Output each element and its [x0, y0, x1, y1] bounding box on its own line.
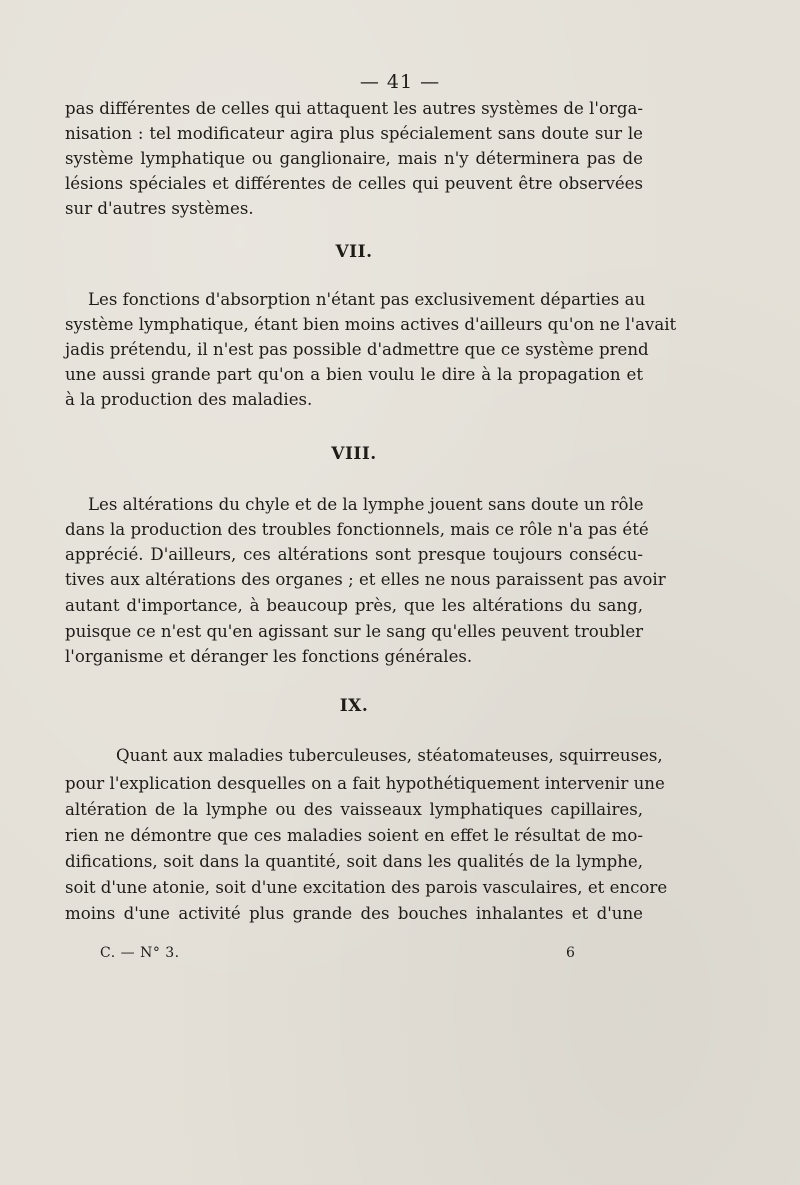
paragraph-4-line-5: difications, soit dans la quantité, soit dans les qualités de la lymphe, [65, 852, 643, 871]
paragraph-4-line-6: soit d'une atonie, soit d'une excitation des parois vasculaires, et encore [65, 878, 668, 897]
paragraph-4-line-3: altération de la lymphe ou des vaisseaux lymphatiques capillaires, [65, 800, 643, 819]
signature-mark: C. — N° 3. [100, 945, 180, 961]
paragraph-3-line-6: puisque ce n'est qu'en agissant sur le sang qu'elles peuvent troubler [65, 622, 644, 641]
paragraph-2-line-3: jadis prétendu, il n'est pas possible d'admettre que ce système prend [65, 340, 649, 359]
paragraph-3-line-4: tives aux altérations des organes ; et elles ne nous paraissent pas avoir [65, 570, 666, 589]
paragraph-1-line-1: pas différentes de celles qui attaquent les autres systèmes de l'orga- [65, 99, 643, 118]
sheet-number: 6 [566, 945, 575, 961]
paragraph-3-line-2: dans la production des troubles fonctionnels, mais ce rôle n'a pas été [65, 520, 649, 539]
paragraph-3-line-7: l'organisme et déranger les fonctions générales. [65, 647, 473, 666]
paragraph-4-line-4: rien ne démontre que ces maladies soient en effet le résultat de mo- [65, 826, 643, 845]
paragraph-4-line-2: pour l'explication desquelles on a fait hypothétiquement intervenir une [65, 774, 665, 793]
paragraph-1-line-4: lésions spéciales et différentes de celles qui peuvent être observées [65, 174, 643, 193]
paragraph-2-line-5: à la production des maladies. [65, 390, 313, 409]
paragraph-3-line-1: Les altérations du chyle et de la lymphe jouent sans doute un rôle [88, 495, 644, 514]
paragraph-2-line-2: système lymphatique, étant bien moins actives d'ailleurs qu'on ne l'avait [65, 315, 677, 334]
section-heading-ix: IX. [339, 696, 369, 716]
paragraph-2-line-4: une aussi grande part qu'on a bien voulu le dire à la propagation et [65, 365, 643, 384]
paragraph-4-line-1: Quant aux maladies tuberculeuses, stéatomateuses, squirreuses, [116, 746, 663, 765]
paragraph-3-line-3: apprécié. D'ailleurs, ces altérations sont presque toujours consécu- [65, 545, 643, 564]
paragraph-1-line-3: système lymphatique ou ganglionaire, mais n'y déterminera pas de [65, 149, 643, 168]
paragraph-1-line-5: sur d'autres systèmes. [65, 199, 254, 218]
page-number: — 41 — [359, 71, 441, 93]
paragraph-2-line-1: Les fonctions d'absorption n'étant pas exclusivement départies au [88, 290, 646, 309]
paragraph-4-line-7: moins d'une activité plus grande des bouches inhalantes et d'une [65, 904, 643, 923]
paragraph-1-line-2: nisation : tel modificateur agira plus spécialement sans doute sur le [65, 124, 643, 143]
paragraph-3-line-5: autant d'importance, à beaucoup près, que les altérations du sang, [65, 596, 643, 615]
section-heading-viii: VIII. [331, 444, 377, 464]
section-heading-vii: VII. [335, 242, 373, 262]
